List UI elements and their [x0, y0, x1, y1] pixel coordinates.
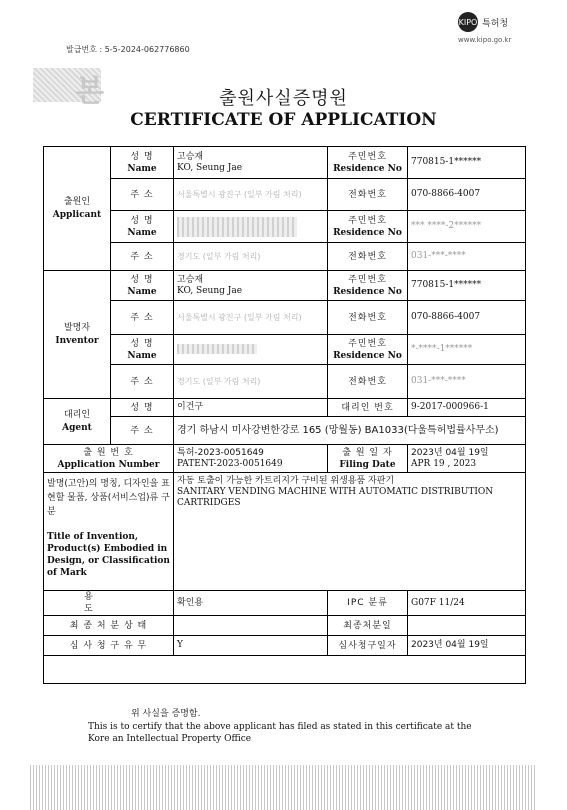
agent-number-label: 대리인 번호	[328, 399, 408, 417]
kipo-url: www.kipo.go.kr	[458, 36, 512, 44]
applicant-name: 고승재 KO, Seung Jae	[174, 147, 328, 179]
name-label: 성 명 Name	[111, 335, 174, 365]
certificate-table	[43, 146, 526, 684]
final-status-label: 최 종 처 분 상 태	[44, 616, 174, 636]
ipc-label: IPC 분류	[328, 591, 408, 616]
residence-label: 주민번호 Residence No	[328, 271, 408, 301]
residence-label: 주민번호 Residence No	[328, 335, 408, 365]
address-label: 주 소	[111, 179, 174, 211]
filing-date: 2023년 04월 19일 APR 19 , 2023	[408, 445, 526, 473]
security-pattern	[30, 765, 536, 810]
inventor-name: 고승재 KO, Seung Jae	[174, 271, 328, 301]
application-number-label: 출 원 번 호 Application Number	[44, 445, 174, 473]
phone-label: 전화번호	[328, 301, 408, 335]
inventor-name-2	[174, 335, 328, 365]
name-label: 성 명 Name	[111, 271, 174, 301]
final-status-value	[174, 616, 328, 636]
inventor-address: 서울특별시 광진구 (일부 가림 처리)	[174, 301, 328, 335]
purpose-value: 확인용	[174, 591, 328, 616]
residence-label: 주민번호 Residence No	[328, 211, 408, 243]
application-number: 특허-2023-0051649 PATENT-2023-0051649	[174, 445, 328, 473]
title-of-invention-value: 자동 토출이 가능한 카트리지가 구비된 위생용품 자판기 SANITARY VENDING MACHINE WITH AUTOMATIC DISTRIBUTION CARTRIDGES	[174, 473, 526, 591]
exam-request-label: 심 사 청 구 유 무	[44, 636, 174, 656]
phone-label: 전화번호	[328, 365, 408, 399]
applicant-residence: 770815-1******	[408, 147, 526, 179]
title-of-invention-label: 발명(고안)의 명칭, 디자인을 표현할 물품, 상품(서비스업)류 구분 Title of Invention, Product(s) Embodied in Design, or Classification of Mark	[44, 473, 174, 591]
exam-request-date-label: 심사청구일자	[328, 636, 408, 656]
title-korean: 출원사실증명원	[219, 88, 348, 109]
address-label: 주 소	[111, 301, 174, 335]
phone-label: 전화번호	[328, 179, 408, 211]
name-label: 성 명 Name	[111, 147, 174, 179]
phone-label: 전화번호	[328, 243, 408, 271]
address-label: 주 소	[111, 417, 174, 445]
applicant-phone: 070-8866-4007	[408, 179, 526, 211]
address-label: 주 소	[111, 243, 174, 271]
name-label: 성 명	[111, 399, 174, 417]
residence-label: 주민번호 Residence No	[328, 147, 408, 179]
address-label: 주 소	[111, 365, 174, 399]
ipc-value: G07F 11/24	[408, 591, 526, 616]
table-footer-space	[44, 656, 526, 684]
kipo-org-name: 특허청	[482, 19, 509, 29]
final-date-label: 최종처분일	[328, 616, 408, 636]
original-stamp-char: 본	[75, 74, 104, 109]
applicant-name-2	[174, 211, 328, 243]
purpose-label: 용 도	[44, 591, 174, 616]
issue-number: 발급번호 : 5-5-2024-062776860	[66, 45, 190, 54]
applicant-residence-2: *** ****-2******	[408, 211, 526, 243]
applicant-address: 서울특별시 광진구 (일부 가림 처리)	[174, 179, 328, 211]
inventor-residence-2: *-****-1******	[408, 335, 526, 365]
inventor-phone-2: 031-***-****	[408, 365, 526, 399]
kipo-emblem-icon: KIPO	[458, 12, 478, 32]
applicant-address-2: 경기도 (일부 가림 처리)	[174, 243, 328, 271]
name-label: 성 명 Name	[111, 211, 174, 243]
confirmation-korean: 위 사실을 증명함.	[131, 709, 201, 719]
title-english: CERTIFICATE OF APPLICATION	[130, 110, 437, 130]
agent-number: 9-2017-000966-1	[408, 399, 526, 417]
agent-group-label: 대리인 Agent	[44, 399, 111, 445]
applicant-group-label: 출원인 Applicant	[44, 147, 111, 271]
agent-name: 이건구	[174, 399, 328, 417]
confirmation-english: This is to certify that the above applicant has filed as stated in this certificate at the Kore an Intellectual Property Office	[88, 722, 472, 744]
exam-request-value: Y	[174, 636, 328, 656]
inventor-residence: 770815-1******	[408, 271, 526, 301]
inventor-phone: 070-8866-4007	[408, 301, 526, 335]
kipo-logo	[454, 10, 538, 70]
exam-request-date-value: 2023년 04월 19일	[408, 636, 526, 656]
applicant-phone-2: 031-***-****	[408, 243, 526, 271]
inventor-address-2: 경기도 (일부 가림 처리)	[174, 365, 328, 399]
filing-date-label: 출 원 일 자 Filing Date	[328, 445, 408, 473]
inventor-group-label: 발명자 Inventor	[44, 271, 111, 399]
final-date-value	[408, 616, 526, 636]
agent-address: 경기 하남시 미사강변한강로 165 (망월동) BA1033(다울특허법률사무소)	[174, 417, 526, 445]
